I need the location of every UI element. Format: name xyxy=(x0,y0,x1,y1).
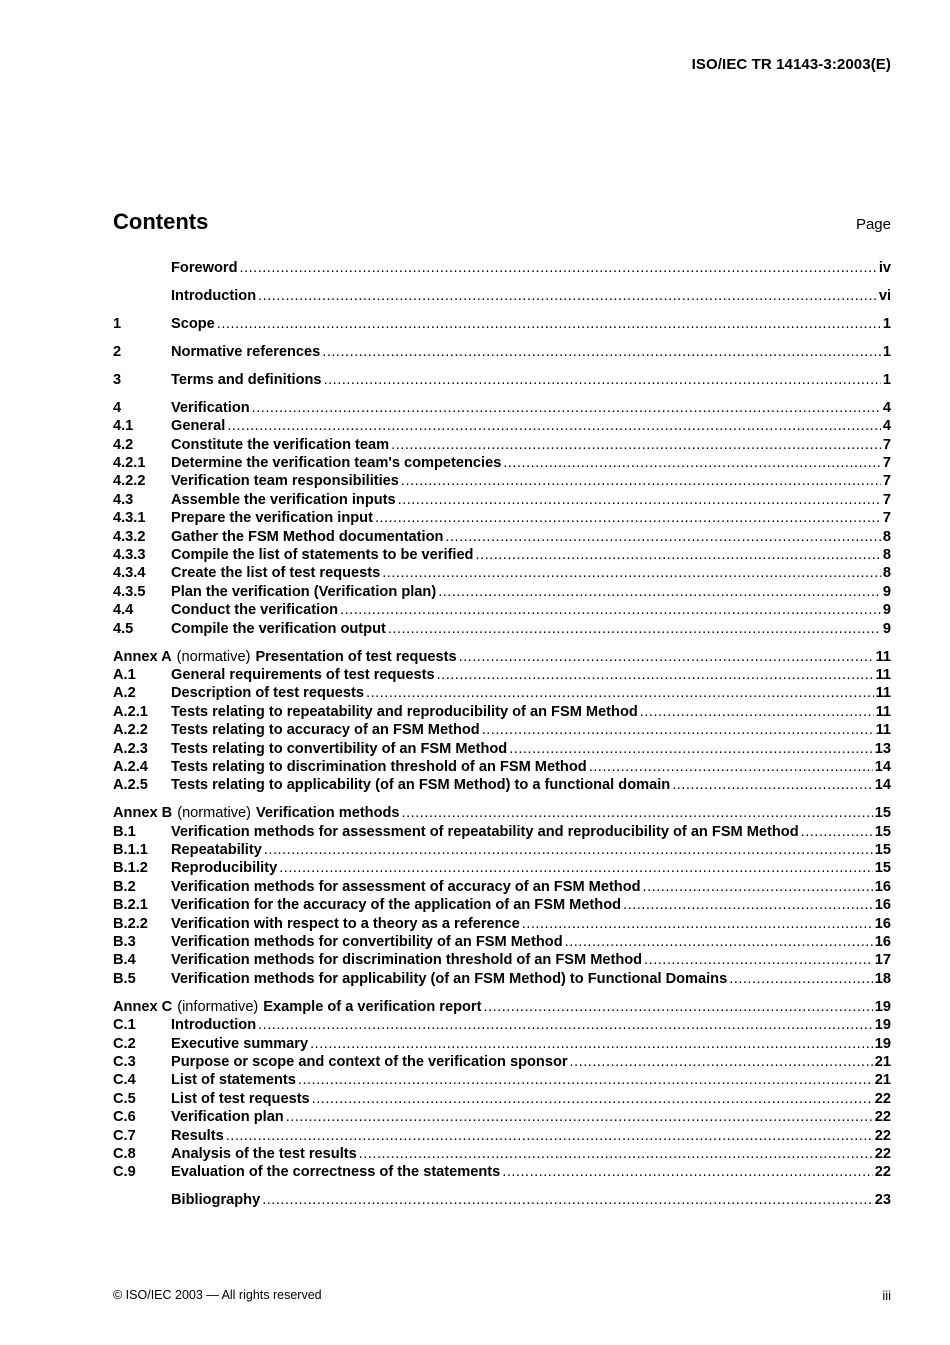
toc-entry-title: Conduct the verification xyxy=(171,602,339,619)
toc-entry-number: 4.2.2 xyxy=(113,473,146,490)
toc-entry[interactable] xyxy=(113,648,891,666)
contents-title: Contents xyxy=(113,209,209,234)
toc-entry[interactable] xyxy=(113,859,891,877)
toc-dot-leader xyxy=(359,1145,873,1163)
toc-entry-title: Verification plan xyxy=(171,1109,284,1126)
toc-entry-page: 15 xyxy=(874,805,891,822)
copyright-notice: © ISO/IEC 2003 — All rights reserved xyxy=(113,1288,322,1302)
toc-dot-leader xyxy=(437,666,874,684)
toc-entry[interactable] xyxy=(113,1127,891,1145)
toc-entry[interactable] xyxy=(113,951,891,969)
toc-entry-number: Annex A xyxy=(113,648,172,665)
toc-entry-title: Verification methods for discrimination threshold of an FSM Method xyxy=(171,952,643,969)
toc-entry-page: 7 xyxy=(882,491,891,508)
toc-entry-number: 4.2.1 xyxy=(113,455,146,472)
toc-dot-leader xyxy=(565,933,873,951)
toc-dot-leader xyxy=(640,703,874,721)
toc-dot-leader xyxy=(445,528,880,546)
toc-dot-leader xyxy=(322,343,881,361)
toc-entry[interactable] xyxy=(113,601,891,619)
toc-entry-page: 22 xyxy=(874,1145,891,1162)
toc-entry-title: Tests relating to accuracy of an FSM Method xyxy=(171,722,480,739)
toc-entry-page: 1 xyxy=(882,343,891,360)
toc-entry-title: Description of test requests xyxy=(171,685,365,702)
toc-entry-page: 9 xyxy=(882,583,891,600)
toc-dot-leader xyxy=(226,1127,873,1145)
toc-entry[interactable] xyxy=(113,684,891,702)
toc-dot-leader xyxy=(643,878,873,896)
toc-dot-leader xyxy=(644,951,873,969)
toc-entry-page: 23 xyxy=(874,1192,891,1209)
toc-entry-page: 8 xyxy=(882,547,891,564)
toc-entry-title: Terms and definitions xyxy=(171,371,322,388)
toc-entry-page: 16 xyxy=(874,897,891,914)
toc-entry[interactable] xyxy=(113,666,891,684)
toc-entry-title: Tests relating to repeatability and reproducibility of an FSM Method xyxy=(171,703,638,720)
toc-entry-page: 4 xyxy=(882,418,891,435)
toc-dot-leader xyxy=(589,758,873,776)
toc-entry-title: Tests relating to convertibility of an FSM Method xyxy=(171,740,508,757)
toc-entry-number: 1 xyxy=(113,315,122,332)
toc-entry[interactable] xyxy=(113,896,891,914)
toc-dot-leader xyxy=(459,648,874,666)
toc-entry-page: 22 xyxy=(874,1090,891,1107)
toc-dot-leader xyxy=(279,859,873,877)
toc-entry[interactable] xyxy=(113,703,891,721)
toc-entry[interactable] xyxy=(113,758,891,776)
toc-dot-leader xyxy=(402,804,873,822)
toc-entry-title: Evaluation of the correctness of the statements xyxy=(171,1164,501,1181)
toc-dot-leader xyxy=(264,841,873,859)
toc-entry[interactable] xyxy=(113,528,891,546)
toc-entry-page: 11 xyxy=(875,703,891,720)
toc-entry-number: C.6 xyxy=(113,1109,136,1126)
toc-entry[interactable] xyxy=(113,1145,891,1163)
toc-dot-leader xyxy=(729,970,873,988)
toc-entry[interactable] xyxy=(113,287,891,305)
toc-dot-leader xyxy=(570,1053,873,1071)
toc-entry-title: Verification methods xyxy=(256,805,400,822)
toc-entry-number: 4.3.2 xyxy=(113,528,146,545)
toc-entry-page: 15 xyxy=(874,842,891,859)
toc-entry-number: A.2.1 xyxy=(113,703,148,720)
toc-entry[interactable] xyxy=(113,915,891,933)
toc-entry-number: 4 xyxy=(113,399,122,416)
toc-entry[interactable] xyxy=(113,315,891,333)
toc-entry-page: 15 xyxy=(874,823,891,840)
toc-entry-number: C.2 xyxy=(113,1035,136,1052)
toc-entry-number: 4.1 xyxy=(113,418,134,435)
toc-dot-leader xyxy=(475,546,880,564)
toc-entry[interactable] xyxy=(113,1163,891,1181)
toc-entry[interactable] xyxy=(113,776,891,794)
toc-entry-title: Verification methods for assessment of repeatability and reproducibility of an FSM Method xyxy=(171,823,799,840)
toc-entry-number: B.2.2 xyxy=(113,915,148,932)
toc-entry[interactable] xyxy=(113,841,891,859)
toc-entry-title: Verification for the accuracy of the application of an FSM Method xyxy=(171,897,622,914)
toc-entry[interactable] xyxy=(113,564,891,582)
toc-entry-page: 7 xyxy=(882,455,891,472)
toc-entry-title: Tests relating to discrimination threshold of an FSM Method xyxy=(171,758,587,775)
toc-entry-page: 11 xyxy=(875,648,891,665)
toc-entry-number: C.5 xyxy=(113,1090,136,1107)
toc-entry-title: Gather the FSM Method documentation xyxy=(171,528,444,545)
toc-entry-page: 11 xyxy=(875,685,891,702)
toc-entry[interactable] xyxy=(113,454,891,472)
toc-entry-title: Presentation of test requests xyxy=(255,648,457,665)
toc-entry-title: Compile the verification output xyxy=(171,620,386,637)
toc-dot-leader xyxy=(258,287,877,305)
toc-entry-number: 4.3.3 xyxy=(113,547,146,564)
toc-entry-number: A.2.4 xyxy=(113,758,148,775)
toc-entry-title: Create the list of test requests xyxy=(171,565,381,582)
toc-dot-leader xyxy=(483,998,872,1016)
toc-dot-leader xyxy=(382,564,881,582)
toc-entry-number: C.1 xyxy=(113,1017,136,1034)
toc-entry-page: 19 xyxy=(874,1035,891,1052)
toc-entry-page: 16 xyxy=(874,934,891,951)
toc-entry-page: 13 xyxy=(874,740,891,757)
toc-entry-page: 7 xyxy=(882,510,891,527)
toc-entry-title: General requirements of test requests xyxy=(171,666,435,683)
toc-entry-title: Verification methods for applicability (of an FSM Method) to Functional Domains xyxy=(171,970,728,987)
toc-entry-number: B.1.2 xyxy=(113,860,148,877)
toc-entry-title: Verification team responsibilities xyxy=(171,473,399,490)
toc-entry-title: Determine the verification team's competencies xyxy=(171,455,502,472)
toc-entry[interactable] xyxy=(113,417,891,435)
toc-entry[interactable] xyxy=(113,399,891,417)
toc-entry-page: vi xyxy=(878,287,891,304)
toc-entry-page: 21 xyxy=(874,1053,891,1070)
toc-entry-number: B.3 xyxy=(113,934,136,951)
toc-entry-number: A.2 xyxy=(113,685,136,702)
toc-dot-leader xyxy=(509,740,873,758)
toc-entry-page: 9 xyxy=(882,602,891,619)
toc-entry-page: 22 xyxy=(874,1109,891,1126)
toc-dot-leader xyxy=(286,1108,873,1126)
toc-entry[interactable] xyxy=(113,583,891,601)
toc-dot-leader xyxy=(375,509,881,527)
toc-entry-page: 14 xyxy=(874,758,891,775)
toc-entry-number: B.1.1 xyxy=(113,842,148,859)
toc-entry-page: 7 xyxy=(882,436,891,453)
toc-entry-page: iv xyxy=(878,260,891,276)
toc-entry[interactable] xyxy=(113,436,891,454)
toc-entry-page: 8 xyxy=(882,565,891,582)
toc-entry-number: Annex C xyxy=(113,998,173,1015)
toc-dot-leader xyxy=(217,315,881,333)
toc-entry-title: Verification methods for convertibility of an FSM Method xyxy=(171,934,563,951)
toc-entry[interactable] xyxy=(113,878,891,896)
toc-entry[interactable] xyxy=(113,823,891,841)
toc-annex-kind: (informative) xyxy=(177,998,259,1015)
toc-entry-title: Introduction xyxy=(171,1017,257,1034)
toc-entry-title: List of test requests xyxy=(171,1090,310,1107)
toc-dot-leader xyxy=(391,436,881,454)
toc-entry-page: 16 xyxy=(874,878,891,895)
toc-entry-title: Introduction xyxy=(171,287,257,304)
toc-entry-title: List of statements xyxy=(171,1072,296,1089)
toc-entry-title: Verification xyxy=(171,399,250,416)
toc-entry[interactable] xyxy=(113,491,891,509)
toc-dot-leader xyxy=(502,1163,873,1181)
toc-entry-number: 4.5 xyxy=(113,620,134,637)
toc-dot-leader xyxy=(398,491,881,509)
toc-entry-title: Foreword xyxy=(171,260,238,276)
page-number: iii xyxy=(882,1288,891,1303)
toc-entry[interactable] xyxy=(113,1090,891,1108)
document-identifier: ISO/IEC TR 14143-3:2003(E) xyxy=(691,56,891,73)
toc-entry-number: 4.4 xyxy=(113,602,134,619)
toc-entry[interactable] xyxy=(113,998,891,1016)
toc-entry[interactable] xyxy=(113,1108,891,1126)
toc-annex-kind: (normative) xyxy=(177,805,251,822)
toc-dot-leader xyxy=(340,601,881,619)
toc-entry-title: Tests relating to applicability (of an FSM Method) to a functional domain xyxy=(171,777,671,794)
toc-entry[interactable] xyxy=(113,1016,891,1034)
toc-entry[interactable] xyxy=(113,472,891,490)
toc-entry-number: B.2 xyxy=(113,878,136,895)
toc-entry-title: Repeatability xyxy=(171,842,262,859)
toc-dot-leader xyxy=(438,583,881,601)
toc-dot-leader xyxy=(623,896,873,914)
toc-entry-number: 4.3.4 xyxy=(113,565,146,582)
toc-entry-page: 11 xyxy=(875,722,891,739)
toc-dot-leader xyxy=(298,1071,873,1089)
toc-dot-leader xyxy=(258,1016,873,1034)
toc-dot-leader xyxy=(262,1191,873,1209)
toc-dot-leader xyxy=(503,454,881,472)
toc-entry[interactable] xyxy=(113,970,891,988)
toc-entry[interactable] xyxy=(113,620,891,638)
toc-entry[interactable] xyxy=(113,1071,891,1089)
toc-entry-page: 15 xyxy=(874,860,891,877)
toc-entry-title: Constitute the verification team xyxy=(171,436,390,453)
toc-dot-leader xyxy=(401,472,881,490)
toc-entry-title: Results xyxy=(171,1127,224,1144)
toc-entry[interactable] xyxy=(113,1191,891,1209)
toc-dot-leader xyxy=(324,371,881,389)
toc-entry-page: 1 xyxy=(882,371,891,388)
toc-dot-leader xyxy=(312,1090,873,1108)
toc-dot-leader xyxy=(227,417,881,435)
toc-dot-leader xyxy=(522,915,873,933)
toc-entry-number: A.2.2 xyxy=(113,722,148,739)
toc-entry-number: 4.3.5 xyxy=(113,583,146,600)
toc-entry[interactable] xyxy=(113,1035,891,1053)
toc-entry[interactable] xyxy=(113,804,891,822)
toc-entry[interactable] xyxy=(113,259,891,277)
toc-entry[interactable] xyxy=(113,740,891,758)
toc-entry-page: 19 xyxy=(874,1017,891,1034)
toc-entry-title: Bibliography xyxy=(171,1192,261,1209)
toc-entry-number: 2 xyxy=(113,343,122,360)
toc-entry-title: Purpose or scope and context of the verification sponsor xyxy=(171,1053,568,1070)
table-of-contents xyxy=(113,259,891,1210)
toc-entry-title: General xyxy=(171,418,226,435)
toc-entry-number: C.8 xyxy=(113,1145,136,1162)
toc-entry-page: 9 xyxy=(882,620,891,637)
toc-dot-leader xyxy=(801,823,873,841)
toc-annex-kind: (normative) xyxy=(176,648,251,665)
toc-entry-page: 8 xyxy=(882,528,891,545)
toc-entry-number: C.9 xyxy=(113,1164,136,1181)
toc-entry-number: B.2.1 xyxy=(113,897,148,914)
toc-dot-leader xyxy=(310,1035,873,1053)
toc-entry-page: 14 xyxy=(874,777,891,794)
toc-entry-number: C.7 xyxy=(113,1127,136,1144)
toc-dot-leader xyxy=(252,399,881,417)
toc-entry-number: 3 xyxy=(113,371,122,388)
toc-entry-title: Executive summary xyxy=(171,1035,309,1052)
toc-entry-title: Verification methods for assessment of accuracy of an FSM Method xyxy=(171,878,641,895)
toc-entry-number: A.2.3 xyxy=(113,740,148,757)
toc-entry-page: 16 xyxy=(874,915,891,932)
toc-entry-page: 4 xyxy=(882,399,891,416)
toc-entry-page: 22 xyxy=(874,1164,891,1181)
toc-entry-title: Normative references xyxy=(171,343,321,360)
toc-dot-leader xyxy=(239,259,876,277)
toc-entry-page: 19 xyxy=(874,998,891,1015)
toc-entry-title: Example of a verification report xyxy=(263,998,482,1015)
toc-entry-number: 4.2 xyxy=(113,436,134,453)
toc-entry-title: Assemble the verification inputs xyxy=(171,491,396,508)
toc-dot-leader xyxy=(366,684,874,702)
toc-entry-number: C.3 xyxy=(113,1053,136,1070)
toc-entry[interactable] xyxy=(113,933,891,951)
toc-entry-number: B.5 xyxy=(113,970,136,987)
toc-entry-page: 18 xyxy=(874,970,891,987)
toc-entry-page: 1 xyxy=(882,315,891,332)
toc-entry-page: 21 xyxy=(874,1072,891,1089)
toc-dot-leader xyxy=(672,776,873,794)
toc-entry-page: 17 xyxy=(874,952,891,969)
toc-entry-page: 22 xyxy=(874,1127,891,1144)
toc-entry-title: Analysis of the test results xyxy=(171,1145,357,1162)
toc-entry-number: A.1 xyxy=(113,666,136,683)
toc-entry-title: Reproducibility xyxy=(171,860,278,877)
toc-entry[interactable] xyxy=(113,1053,891,1071)
toc-entry-title: Scope xyxy=(171,315,215,332)
toc-entry-title: Plan the verification (Verification plan) xyxy=(171,583,437,600)
toc-entry-number: B.1 xyxy=(113,823,136,840)
toc-entry-number: B.4 xyxy=(113,952,136,969)
toc-entry-page: 7 xyxy=(882,473,891,490)
toc-entry[interactable] xyxy=(113,371,891,389)
toc-entry-number: A.2.5 xyxy=(113,777,148,794)
toc-entry-number: C.4 xyxy=(113,1072,136,1089)
page-column-label: Page xyxy=(855,216,891,233)
toc-entry-page: 11 xyxy=(875,666,891,683)
contents-heading-row xyxy=(113,209,891,235)
toc-entry-number: 4.3.1 xyxy=(113,510,146,527)
toc-entry-title: Prepare the verification input xyxy=(171,510,373,527)
toc-entry-number: Annex B xyxy=(113,805,173,822)
toc-entry[interactable] xyxy=(113,343,891,361)
toc-dot-leader xyxy=(482,721,874,739)
toc-entry[interactable] xyxy=(113,721,891,739)
toc-entry-number: 4.3 xyxy=(113,491,134,508)
toc-entry[interactable] xyxy=(113,509,891,527)
toc-dot-leader xyxy=(388,620,881,638)
toc-entry-title: Verification with respect to a theory as a reference xyxy=(171,915,520,932)
toc-entry[interactable] xyxy=(113,546,891,564)
toc-entry-title: Compile the list of statements to be verified xyxy=(171,547,474,564)
